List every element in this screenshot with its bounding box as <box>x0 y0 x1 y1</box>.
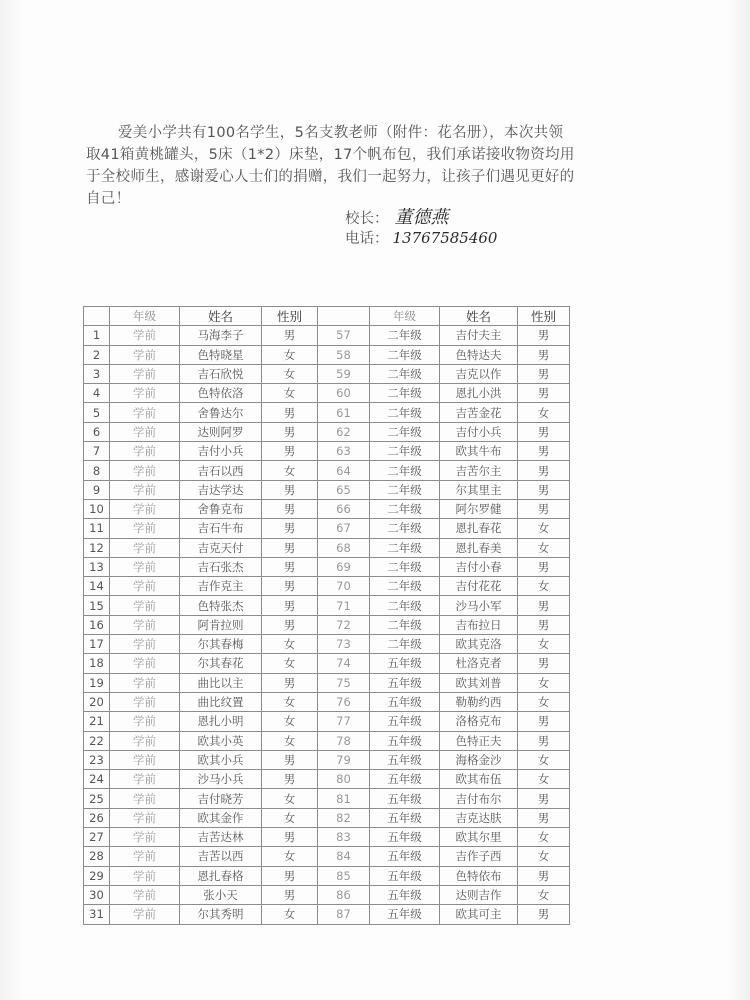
student-number: 76 <box>318 692 370 711</box>
student-sex: 女 <box>262 905 318 924</box>
table-row <box>84 847 570 866</box>
student-grade: 二年级 <box>370 557 440 576</box>
header-name-right: 姓名 <box>440 307 518 326</box>
student-grade: 五年级 <box>370 654 440 673</box>
student-sex: 男 <box>262 750 318 769</box>
student-name: 达则阿罗 <box>180 422 262 441</box>
student-number: 26 <box>84 808 110 827</box>
principal-signature: 董德燕 <box>394 207 449 228</box>
student-number: 23 <box>84 750 110 769</box>
student-grade: 学前 <box>110 847 180 866</box>
table-row <box>84 654 570 673</box>
phone-row <box>345 228 497 248</box>
table-body <box>84 326 570 924</box>
student-number: 69 <box>318 557 370 576</box>
table-row <box>84 692 570 711</box>
student-sex: 男 <box>262 828 318 847</box>
student-sex: 女 <box>262 847 318 866</box>
student-sex: 男 <box>518 808 570 827</box>
table-header-row <box>84 307 570 326</box>
student-number: 5 <box>84 403 110 422</box>
student-number: 86 <box>318 885 370 904</box>
student-sex: 女 <box>518 538 570 557</box>
student-grade: 二年级 <box>370 538 440 557</box>
student-sex: 女 <box>262 808 318 827</box>
student-sex: 女 <box>518 885 570 904</box>
table-row <box>84 538 570 557</box>
student-sex: 男 <box>262 577 318 596</box>
student-number: 77 <box>318 712 370 731</box>
student-sex: 男 <box>518 789 570 808</box>
student-number: 14 <box>84 577 110 596</box>
principal-label: 校长： <box>345 211 389 227</box>
table-row <box>84 866 570 885</box>
student-grade: 二年级 <box>370 461 440 480</box>
table-row <box>84 828 570 847</box>
student-grade: 学前 <box>110 692 180 711</box>
student-grade: 二年级 <box>370 635 440 654</box>
student-grade: 学前 <box>110 905 180 924</box>
student-number: 3 <box>84 364 110 383</box>
student-sex: 男 <box>518 345 570 364</box>
student-number: 61 <box>318 403 370 422</box>
student-name: 吉克以作 <box>440 364 518 383</box>
student-number: 21 <box>84 712 110 731</box>
student-number: 30 <box>84 885 110 904</box>
student-sex: 男 <box>518 461 570 480</box>
student-number: 12 <box>84 538 110 557</box>
student-number: 71 <box>318 596 370 615</box>
student-grade: 学前 <box>110 770 180 789</box>
header-grade-left: 年级 <box>110 307 180 326</box>
student-grade: 学前 <box>110 750 180 769</box>
student-grade: 学前 <box>110 731 180 750</box>
student-sex: 男 <box>518 731 570 750</box>
student-name: 恩扎小明 <box>180 712 262 731</box>
student-grade: 二年级 <box>370 345 440 364</box>
student-grade: 学前 <box>110 789 180 808</box>
student-name: 吉达学达 <box>180 480 262 499</box>
student-grade: 五年级 <box>370 789 440 808</box>
student-grade: 五年级 <box>370 712 440 731</box>
student-name: 吉石以西 <box>180 461 262 480</box>
table-row <box>84 596 570 615</box>
student-name: 欧其牛布 <box>440 442 518 461</box>
student-grade: 学前 <box>110 345 180 364</box>
student-grade: 学前 <box>110 519 180 538</box>
student-sex: 女 <box>262 789 318 808</box>
student-name: 恩扎春格 <box>180 866 262 885</box>
student-sex: 男 <box>518 905 570 924</box>
student-name: 杜洛克者 <box>440 654 518 673</box>
student-number: 81 <box>318 789 370 808</box>
student-grade: 五年级 <box>370 828 440 847</box>
table-row <box>84 808 570 827</box>
signature-block <box>345 208 497 248</box>
student-sex: 女 <box>262 731 318 750</box>
student-sex: 男 <box>518 712 570 731</box>
phone-number-handwritten: 13767585460 <box>392 229 498 247</box>
student-name: 吉苦金花 <box>440 403 518 422</box>
student-sex: 男 <box>518 442 570 461</box>
student-grade: 五年级 <box>370 866 440 885</box>
student-number: 80 <box>318 770 370 789</box>
student-sex: 男 <box>262 480 318 499</box>
student-number: 82 <box>318 808 370 827</box>
student-sex: 女 <box>518 770 570 789</box>
student-name: 沙马小军 <box>440 596 518 615</box>
student-grade: 五年级 <box>370 692 440 711</box>
table-row <box>84 364 570 383</box>
student-grade: 学前 <box>110 557 180 576</box>
student-name: 欧其刘普 <box>440 673 518 692</box>
student-name: 海格金沙 <box>440 750 518 769</box>
student-grade: 二年级 <box>370 442 440 461</box>
student-name: 色特依布 <box>440 866 518 885</box>
student-name: 吉付花花 <box>440 577 518 596</box>
student-name: 吉布拉日 <box>440 615 518 634</box>
student-number: 72 <box>318 615 370 634</box>
student-sex: 女 <box>262 712 318 731</box>
student-name: 恩扎春美 <box>440 538 518 557</box>
student-name: 吉石张杰 <box>180 557 262 576</box>
student-number: 74 <box>318 654 370 673</box>
student-grade: 二年级 <box>370 326 440 345</box>
student-name: 尔其里主 <box>440 480 518 499</box>
table-row <box>84 905 570 924</box>
student-name: 马海李子 <box>180 326 262 345</box>
student-number: 2 <box>84 345 110 364</box>
student-number: 17 <box>84 635 110 654</box>
student-name: 勒勒约西 <box>440 692 518 711</box>
student-grade: 五年级 <box>370 885 440 904</box>
student-number: 1 <box>84 326 110 345</box>
student-name: 吉作克主 <box>180 577 262 596</box>
student-number: 65 <box>318 480 370 499</box>
table-row <box>84 885 570 904</box>
student-name: 沙马小兵 <box>180 770 262 789</box>
student-number: 79 <box>318 750 370 769</box>
student-grade: 学前 <box>110 673 180 692</box>
header-sex-right: 性别 <box>518 307 570 326</box>
student-name: 吉付小兵 <box>440 422 518 441</box>
donation-letter-paragraph: 爱美小学共有100名学生，5名支教老师（附件：花名册），本次共领取41箱黄桃罐头，5床（1*2）床垫，17个帆布包，我们承诺接收物资均用于全校师生，感谢爱心人士们的捐赠，我们一起努力，让孩子们遇见更好的自己！ <box>86 125 575 207</box>
student-grade: 学前 <box>110 403 180 422</box>
table-row <box>84 731 570 750</box>
student-number: 73 <box>318 635 370 654</box>
student-grade: 学前 <box>110 364 180 383</box>
principal-row <box>345 208 497 228</box>
student-roster-table <box>83 306 570 925</box>
student-number: 75 <box>318 673 370 692</box>
table-row <box>84 422 570 441</box>
student-name: 欧其小兵 <box>180 750 262 769</box>
student-grade: 二年级 <box>370 480 440 499</box>
table-row <box>84 750 570 769</box>
student-number: 62 <box>318 422 370 441</box>
header-name-left: 姓名 <box>180 307 262 326</box>
student-grade: 学前 <box>110 499 180 518</box>
student-grade: 二年级 <box>370 403 440 422</box>
student-name: 恩扎春花 <box>440 519 518 538</box>
student-sex: 男 <box>262 770 318 789</box>
student-number: 24 <box>84 770 110 789</box>
header-number-right <box>318 307 370 326</box>
student-grade: 五年级 <box>370 731 440 750</box>
phone-label: 电话： <box>345 231 389 247</box>
table-row <box>84 673 570 692</box>
student-sex: 男 <box>262 403 318 422</box>
student-grade: 学前 <box>110 538 180 557</box>
student-name: 张小天 <box>180 885 262 904</box>
student-grade: 五年级 <box>370 808 440 827</box>
student-grade: 学前 <box>110 885 180 904</box>
student-sex: 男 <box>518 615 570 634</box>
student-name: 吉苦以西 <box>180 847 262 866</box>
student-sex: 男 <box>262 442 318 461</box>
student-sex: 男 <box>518 364 570 383</box>
student-name: 吉作子西 <box>440 847 518 866</box>
student-name: 吉付小兵 <box>180 442 262 461</box>
student-grade: 五年级 <box>370 905 440 924</box>
student-sex: 男 <box>262 538 318 557</box>
student-number: 64 <box>318 461 370 480</box>
student-number: 68 <box>318 538 370 557</box>
student-grade: 五年级 <box>370 750 440 769</box>
student-grade: 五年级 <box>370 673 440 692</box>
student-sex: 男 <box>262 866 318 885</box>
student-sex: 女 <box>518 635 570 654</box>
header-sex-left: 性别 <box>262 307 318 326</box>
student-grade: 学前 <box>110 461 180 480</box>
student-number: 16 <box>84 615 110 634</box>
student-name: 吉付晓芳 <box>180 789 262 808</box>
student-name: 恩扎小洪 <box>440 384 518 403</box>
student-number: 22 <box>84 731 110 750</box>
header-grade-right: 年级 <box>370 307 440 326</box>
student-sex: 男 <box>518 384 570 403</box>
student-number: 83 <box>318 828 370 847</box>
student-name: 欧其布伍 <box>440 770 518 789</box>
student-sex: 女 <box>262 692 318 711</box>
student-sex: 男 <box>518 866 570 885</box>
student-name: 曲比以主 <box>180 673 262 692</box>
student-name: 阿肯拉则 <box>180 615 262 634</box>
student-sex: 女 <box>262 384 318 403</box>
student-sex: 男 <box>518 422 570 441</box>
student-grade: 二年级 <box>370 596 440 615</box>
student-name: 尔其春梅 <box>180 635 262 654</box>
student-sex: 男 <box>262 615 318 634</box>
student-name: 洛格克布 <box>440 712 518 731</box>
student-number: 87 <box>318 905 370 924</box>
student-number: 66 <box>318 499 370 518</box>
student-name: 舍鲁达尔 <box>180 403 262 422</box>
student-number: 6 <box>84 422 110 441</box>
student-sex: 男 <box>262 499 318 518</box>
student-name: 吉苦达林 <box>180 828 262 847</box>
table-row <box>84 557 570 576</box>
student-grade: 学前 <box>110 326 180 345</box>
student-number: 4 <box>84 384 110 403</box>
table-row <box>84 403 570 422</box>
student-sex: 女 <box>518 403 570 422</box>
student-sex: 男 <box>518 326 570 345</box>
table-row <box>84 384 570 403</box>
student-sex: 男 <box>518 596 570 615</box>
header-number-left <box>84 307 110 326</box>
table-row <box>84 480 570 499</box>
table-row <box>84 345 570 364</box>
student-name: 吉石欣悦 <box>180 364 262 383</box>
student-number: 31 <box>84 905 110 924</box>
student-grade: 二年级 <box>370 519 440 538</box>
student-number: 59 <box>318 364 370 383</box>
table-row <box>84 770 570 789</box>
student-sex: 女 <box>262 364 318 383</box>
student-sex: 女 <box>518 828 570 847</box>
table-row <box>84 519 570 538</box>
student-grade: 学前 <box>110 442 180 461</box>
student-number: 85 <box>318 866 370 885</box>
student-name: 色特依洛 <box>180 384 262 403</box>
student-grade: 学前 <box>110 828 180 847</box>
table-row <box>84 712 570 731</box>
student-grade: 二年级 <box>370 364 440 383</box>
student-number: 9 <box>84 480 110 499</box>
student-grade: 二年级 <box>370 384 440 403</box>
student-grade: 学前 <box>110 866 180 885</box>
student-grade: 学前 <box>110 808 180 827</box>
student-sex: 女 <box>262 345 318 364</box>
student-name: 吉克天付 <box>180 538 262 557</box>
student-sex: 男 <box>518 480 570 499</box>
student-grade: 学前 <box>110 635 180 654</box>
student-number: 27 <box>84 828 110 847</box>
student-number: 67 <box>318 519 370 538</box>
student-sex: 男 <box>262 885 318 904</box>
student-name: 欧其克洛 <box>440 635 518 654</box>
student-number: 28 <box>84 847 110 866</box>
table-row <box>84 499 570 518</box>
student-sex: 男 <box>518 499 570 518</box>
student-name: 达则吉作 <box>440 885 518 904</box>
student-number: 18 <box>84 654 110 673</box>
student-sex: 男 <box>262 673 318 692</box>
student-sex: 男 <box>262 422 318 441</box>
student-grade: 二年级 <box>370 615 440 634</box>
student-name: 色特正夫 <box>440 731 518 750</box>
student-number: 84 <box>318 847 370 866</box>
student-number: 60 <box>318 384 370 403</box>
student-number: 63 <box>318 442 370 461</box>
student-number: 8 <box>84 461 110 480</box>
student-sex: 女 <box>262 654 318 673</box>
student-grade: 学前 <box>110 654 180 673</box>
student-name: 曲比纹置 <box>180 692 262 711</box>
student-name: 欧其小英 <box>180 731 262 750</box>
student-grade: 学前 <box>110 615 180 634</box>
student-name: 吉苦尔主 <box>440 461 518 480</box>
student-sex: 男 <box>262 557 318 576</box>
table-row <box>84 442 570 461</box>
student-name: 吉石牛布 <box>180 519 262 538</box>
student-name: 欧其金作 <box>180 808 262 827</box>
student-name: 欧其可主 <box>440 905 518 924</box>
student-number: 29 <box>84 866 110 885</box>
student-grade: 二年级 <box>370 499 440 518</box>
student-name: 尔其秀明 <box>180 905 262 924</box>
student-name: 色特达夫 <box>440 345 518 364</box>
table-row <box>84 635 570 654</box>
student-number: 11 <box>84 519 110 538</box>
student-sex: 女 <box>518 847 570 866</box>
student-grade: 二年级 <box>370 422 440 441</box>
student-number: 13 <box>84 557 110 576</box>
student-sex: 男 <box>262 596 318 615</box>
student-name: 阿尔罗健 <box>440 499 518 518</box>
student-sex: 男 <box>262 326 318 345</box>
student-number: 58 <box>318 345 370 364</box>
student-name: 尔其春花 <box>180 654 262 673</box>
table-row <box>84 326 570 345</box>
student-grade: 五年级 <box>370 847 440 866</box>
student-name: 吉克达肤 <box>440 808 518 827</box>
student-number: 20 <box>84 692 110 711</box>
student-sex: 女 <box>518 519 570 538</box>
student-name: 吉付夫主 <box>440 326 518 345</box>
student-number: 19 <box>84 673 110 692</box>
table-row <box>84 615 570 634</box>
student-name: 色特张杰 <box>180 596 262 615</box>
table-row <box>84 461 570 480</box>
student-sex: 女 <box>518 577 570 596</box>
student-number: 7 <box>84 442 110 461</box>
student-name: 吉付小春 <box>440 557 518 576</box>
student-sex: 女 <box>518 750 570 769</box>
table-row <box>84 577 570 596</box>
student-sex: 女 <box>518 673 570 692</box>
student-sex: 男 <box>518 654 570 673</box>
student-grade: 学前 <box>110 422 180 441</box>
student-number: 25 <box>84 789 110 808</box>
student-name: 舍鲁克布 <box>180 499 262 518</box>
student-grade: 学前 <box>110 384 180 403</box>
student-number: 78 <box>318 731 370 750</box>
student-sex: 女 <box>262 461 318 480</box>
student-number: 57 <box>318 326 370 345</box>
student-grade: 学前 <box>110 480 180 499</box>
student-sex: 男 <box>518 557 570 576</box>
student-sex: 女 <box>518 692 570 711</box>
student-grade: 五年级 <box>370 770 440 789</box>
student-grade: 二年级 <box>370 577 440 596</box>
student-sex: 女 <box>262 635 318 654</box>
student-name: 吉付布尔 <box>440 789 518 808</box>
student-name: 色特晓星 <box>180 345 262 364</box>
table-row <box>84 789 570 808</box>
student-sex: 男 <box>262 519 318 538</box>
student-grade: 学前 <box>110 596 180 615</box>
student-number: 70 <box>318 577 370 596</box>
student-number: 10 <box>84 499 110 518</box>
student-grade: 学前 <box>110 712 180 731</box>
student-number: 15 <box>84 596 110 615</box>
student-name: 欧其尔里 <box>440 828 518 847</box>
student-grade: 学前 <box>110 577 180 596</box>
